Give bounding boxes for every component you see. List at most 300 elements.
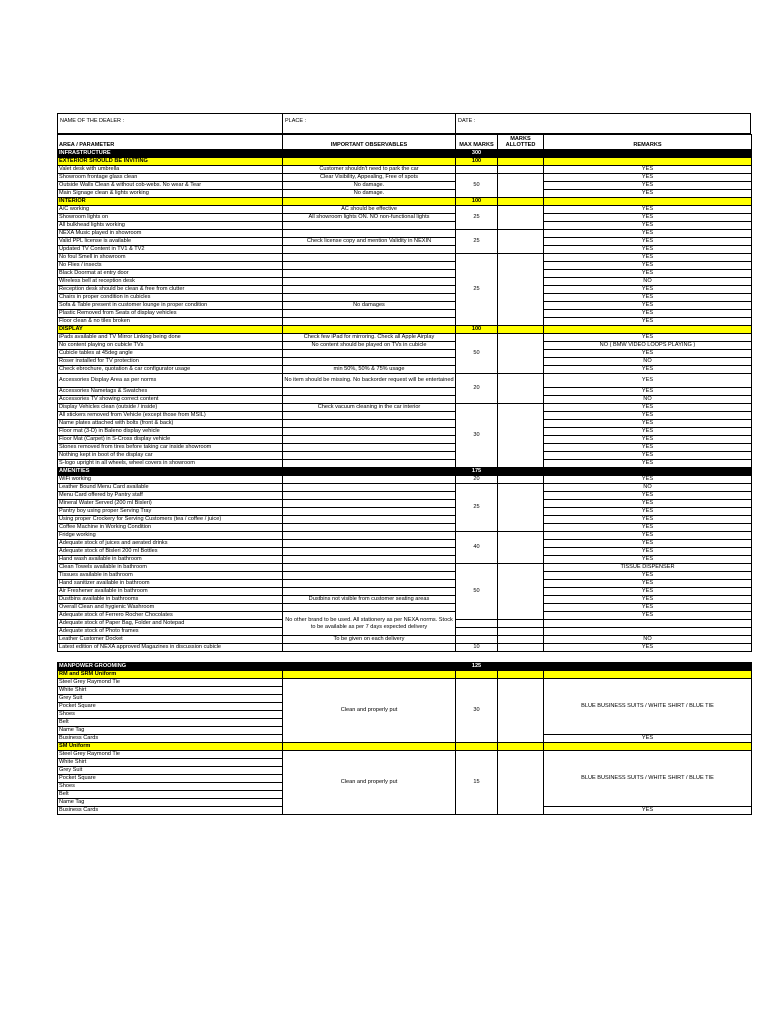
remarks-cell: YES: [544, 190, 752, 198]
remarks-cell: YES: [544, 404, 752, 412]
observable-cell: [283, 476, 456, 484]
observable-cell: Dustbins not visible from customer seating areas: [283, 596, 456, 604]
remarks-cell: YES: [544, 350, 752, 358]
section-title: EXTERIOR SHOULD BE INVITING: [58, 158, 283, 166]
marks-allotted-cell[interactable]: [498, 620, 544, 628]
dealer-name-field[interactable]: NAME OF THE DEALER :: [58, 114, 283, 133]
max-marks-cell: 30: [456, 679, 498, 743]
marks-allotted-cell[interactable]: [498, 751, 544, 815]
observable-cell: [283, 286, 456, 294]
max-marks-cell: 30: [456, 404, 498, 468]
remarks-cell: YES: [544, 604, 752, 612]
remarks-cell: YES: [544, 500, 752, 508]
max-marks-cell: [456, 628, 498, 636]
parameter-cell: Wireless bell at reception desk: [58, 278, 283, 286]
max-marks-cell: 50: [456, 334, 498, 374]
observable-cell: [283, 310, 456, 318]
observable-cell: [283, 500, 456, 508]
observable-cell: [283, 492, 456, 500]
parameter-cell: Hand sanitizer available in bathroom: [58, 580, 283, 588]
remarks-cell: YES: [544, 182, 752, 190]
remarks-cell: YES: [544, 294, 752, 302]
marks-allotted-cell[interactable]: [498, 484, 544, 532]
parameter-cell: Black Doormat at entry door: [58, 270, 283, 278]
table-row: [58, 350, 752, 358]
observable-cell: [283, 540, 456, 548]
section-marks-allotted[interactable]: [498, 663, 544, 671]
marks-allotted-cell[interactable]: [498, 374, 544, 404]
table-row: [58, 374, 752, 388]
section-marks-allotted[interactable]: [498, 150, 544, 158]
parameter-cell: Business Cards: [58, 735, 283, 743]
remarks-cell: YES: [544, 548, 752, 556]
observable-cell: AC should be effective: [283, 206, 456, 214]
parameter-cell: Tissues available in bathroom: [58, 572, 283, 580]
marks-allotted-cell[interactable]: [498, 679, 544, 743]
table-row: [58, 222, 752, 230]
max-marks-cell: 25: [456, 254, 498, 326]
remarks-cell: YES: [544, 612, 752, 620]
max-marks-cell: 25: [456, 484, 498, 532]
remarks-cell: YES: [544, 540, 752, 548]
parameter-cell: iPads available and TV Mirror Linking being done: [58, 334, 283, 342]
table-row: [58, 500, 752, 508]
section-title: RM and SRM Uniform: [58, 671, 283, 679]
parameter-cell: Check ebrochure, quotation & car configurator usage: [58, 366, 283, 374]
table-row: [58, 294, 752, 302]
parameter-cell: A/C working: [58, 206, 283, 214]
table-row: [58, 516, 752, 524]
section-remarks: [544, 150, 752, 158]
parameter-cell: Accessories Display Area as per norms: [58, 374, 283, 388]
parameter-cell: Hand wash available in bathroom: [58, 556, 283, 564]
col-area: AREA / PARAMETER: [58, 135, 283, 150]
observable-cell: Clean and properly put: [283, 679, 456, 743]
section-remarks: [544, 743, 752, 751]
table-row: [58, 436, 752, 444]
table-row: [58, 492, 752, 500]
marks-allotted-cell[interactable]: [498, 254, 544, 326]
parameter-cell: Mineral Water Served (200 ml Bisleri): [58, 500, 283, 508]
max-marks-cell: 15: [456, 751, 498, 815]
parameter-cell: Floor clean & no tiles broken: [58, 318, 283, 326]
observable-cell: Customer shouldn't need to park the car: [283, 166, 456, 174]
table-row: [58, 166, 752, 174]
remarks-cell: NO: [544, 396, 752, 404]
parameter-cell: No Flies / insects: [58, 262, 283, 270]
remarks-cell: YES: [544, 412, 752, 420]
parameter-cell: Belt: [58, 791, 283, 799]
section-header-row: [58, 150, 752, 158]
remarks-cell: YES: [544, 374, 752, 388]
parameter-cell: Plastic Removed from Seats of display vehicles: [58, 310, 283, 318]
section-remarks: [544, 468, 752, 476]
observable-cell: [283, 412, 456, 420]
section-observables: [283, 468, 456, 476]
remarks-cell: YES: [544, 270, 752, 278]
observable-cell: [283, 278, 456, 286]
table-row: [58, 428, 752, 436]
section-remarks: [544, 671, 752, 679]
table-row: [58, 644, 752, 652]
marks-allotted-cell[interactable]: [498, 334, 544, 374]
observable-cell: [283, 580, 456, 588]
observable-cell: [283, 230, 456, 238]
remarks-cell: YES: [544, 254, 752, 262]
observable-cell: [283, 644, 456, 652]
subsection-header-row: [58, 743, 752, 751]
remarks-cell: YES: [544, 318, 752, 326]
table-row: [58, 334, 752, 342]
parameter-cell: Accessories Nametags & Swatches: [58, 388, 283, 396]
section-max-marks: 175: [456, 468, 498, 476]
remarks-cell: YES: [544, 166, 752, 174]
marks-allotted-cell[interactable]: [498, 174, 544, 198]
table-row: [58, 508, 752, 516]
parameter-cell: Steel Grey Raymond Tie: [58, 751, 283, 759]
col-observables: IMPORTANT OBSERVABLES: [283, 135, 456, 150]
subsection-header-row: [58, 326, 752, 334]
marks-allotted-cell[interactable]: [498, 404, 544, 468]
observable-cell: [283, 444, 456, 452]
max-marks-cell: [456, 636, 498, 644]
max-marks-cell: 20: [456, 476, 498, 484]
remarks-cell: YES: [544, 230, 752, 238]
parameter-cell: Adequate stock of Ferrero Rocher Chocolates: [58, 612, 283, 620]
section-observables: [283, 158, 456, 166]
col-remarks: REMARKS: [544, 135, 752, 150]
remarks-cell: YES: [544, 644, 752, 652]
table-row: [58, 404, 752, 412]
parameter-cell: Business Cards: [58, 807, 283, 815]
remarks-cell: YES: [544, 596, 752, 604]
section-max-marks: 300: [456, 150, 498, 158]
observable-cell: [283, 420, 456, 428]
parameter-cell: Valid PPL license is available: [58, 238, 283, 246]
observable-cell: [283, 350, 456, 358]
parameter-cell: Adequate stock of Paper Bag, Folder and Notepad: [58, 620, 283, 628]
remarks-cell: TISSUE DISPENSER: [544, 564, 752, 572]
table-row: [58, 246, 752, 254]
observable-cell: [283, 452, 456, 460]
table-row: [58, 270, 752, 278]
parameter-cell: Pocket Square: [58, 703, 283, 711]
section-observables: [283, 663, 456, 671]
max-marks-cell: 10: [456, 644, 498, 652]
parameter-cell: Shoes: [58, 783, 283, 791]
parameter-cell: No foul Smell in showroom: [58, 254, 283, 262]
remarks-cell: YES: [544, 572, 752, 580]
remarks-cell: NO ( BMW VIDEO LOOPS PLAYING ): [544, 342, 752, 350]
observable-cell: [283, 436, 456, 444]
parameter-cell: Sofa & Table present in customer lounge in proper condition: [58, 302, 283, 310]
observable-cell: Check vacuum cleaning in the car interior: [283, 404, 456, 412]
section-remarks: [544, 158, 752, 166]
parameter-cell: Chairs in proper condition in cubicles: [58, 294, 283, 302]
max-marks-cell: 25: [456, 206, 498, 230]
observable-cell: [283, 318, 456, 326]
header-row: [57, 113, 751, 134]
observable-cell: [283, 222, 456, 230]
section-marks-allotted[interactable]: [498, 468, 544, 476]
table-row: [58, 412, 752, 420]
observable-cell: [283, 588, 456, 596]
table-row: [58, 580, 752, 588]
parameter-cell: Grey Suit: [58, 695, 283, 703]
remarks-cell: YES: [544, 214, 752, 222]
observable-cell: No content should be played on TVs in cubicle: [283, 342, 456, 350]
parameter-cell: Reception desk should be clean & free from clutter: [58, 286, 283, 294]
section-header-row: [58, 468, 752, 476]
remarks-cell: YES: [544, 436, 752, 444]
section-observables: [283, 198, 456, 206]
section-marks-allotted[interactable]: [498, 326, 544, 334]
parameter-cell: Floor Mat (Carpet) in S-Cross display vehicle: [58, 436, 283, 444]
table-row: [58, 572, 752, 580]
remarks-cell: YES: [544, 366, 752, 374]
remarks-cell: NO: [544, 358, 752, 366]
parameter-cell: No content playing on cubicle TVs: [58, 342, 283, 350]
parameter-cell: Valet desk with umbrella: [58, 166, 283, 174]
date-field[interactable]: DATE :: [458, 118, 476, 124]
parameter-cell: Main Signage clean & lights working: [58, 190, 283, 198]
parameter-cell: Showroom lights on: [58, 214, 283, 222]
remarks-cell: YES: [544, 262, 752, 270]
parameter-cell: S-logo upright in all wheels, wheel covers in showroom: [58, 460, 283, 468]
parameter-cell: Adequate stock of juices and aerated drinks: [58, 540, 283, 548]
col-marks-allotted: MARKS ALLOTTED: [498, 135, 544, 150]
subsection-header-row: [58, 198, 752, 206]
parameter-cell: Steel Grey Raymond Tie: [58, 679, 283, 687]
table-row: [58, 182, 752, 190]
observable-cell: [283, 254, 456, 262]
table-row: [58, 286, 752, 294]
remarks-cell: YES: [544, 222, 752, 230]
column-header-row: [58, 135, 752, 150]
audit-table: [57, 134, 752, 815]
remarks-cell: YES: [544, 420, 752, 428]
table-row: [58, 206, 752, 214]
observable-cell: No damage.: [283, 190, 456, 198]
marks-allotted-cell[interactable]: [498, 564, 544, 620]
remarks-cell: YES: [544, 286, 752, 294]
table-row: [58, 302, 752, 310]
section-title: INFRASTRUCTURE: [58, 150, 283, 158]
table-row: [58, 254, 752, 262]
max-marks-cell: [456, 620, 498, 628]
parameter-cell: All stickers removed from Vehicle (except those from MSIL): [58, 412, 283, 420]
section-observables: [283, 150, 456, 158]
remarks-cell: YES: [544, 388, 752, 396]
observable-cell: [283, 564, 456, 572]
table-row: [58, 532, 752, 540]
parameter-cell: Showroom frontage glass clean: [58, 174, 283, 182]
parameter-cell: Nothing kept in boot of the display car: [58, 452, 283, 460]
observable-cell: [283, 460, 456, 468]
section-marks-allotted[interactable]: [498, 671, 544, 679]
parameter-cell: Display Vehicles clean (outside / inside): [58, 404, 283, 412]
observable-cell: [283, 262, 456, 270]
table-row: [58, 484, 752, 492]
observable-cell: Clean and properly put: [283, 751, 456, 815]
section-marks-allotted[interactable]: [498, 158, 544, 166]
parameter-cell: Overall Clean and hygienic Washroom: [58, 604, 283, 612]
parameter-cell: Belt: [58, 719, 283, 727]
observable-cell: min 50%, 50% & 75% usage: [283, 366, 456, 374]
parameter-cell: Pantry boy using proper Serving Tray: [58, 508, 283, 516]
table-row: [58, 444, 752, 452]
parameter-cell: Menu Card offered by Pantry staff: [58, 492, 283, 500]
observable-cell: [283, 572, 456, 580]
audit-sheet: [57, 113, 751, 815]
observable-cell: [283, 396, 456, 404]
observable-cell: Clear Visibility, Appealing, Free of spots: [283, 174, 456, 182]
parameter-cell: Leather Bound Menu Card available: [58, 484, 283, 492]
table-row: [58, 262, 752, 270]
section-remarks: [544, 326, 752, 334]
observable-cell: [283, 516, 456, 524]
observable-cell: [283, 428, 456, 436]
observable-cell: All showroom lights ON. NO non-functional lights: [283, 214, 456, 222]
observable-cell: [283, 548, 456, 556]
parameter-cell: Adequate stock of Bisleri 200 ml Bottles: [58, 548, 283, 556]
remarks-cell: YES: [544, 807, 752, 815]
table-row: [58, 238, 752, 246]
remarks-cell: YES: [544, 556, 752, 564]
observable-cell: [283, 246, 456, 254]
section-remarks: [544, 663, 752, 671]
parameter-cell: Pocket Square: [58, 775, 283, 783]
marks-allotted-cell[interactable]: [498, 476, 544, 484]
parameter-cell: Adequate stock of Photo frames: [58, 628, 283, 636]
section-observables: [283, 743, 456, 751]
remarks-cell: YES: [544, 588, 752, 596]
parameter-cell: Fridge working: [58, 532, 283, 540]
section-remarks: [544, 198, 752, 206]
remarks-cell: YES: [544, 206, 752, 214]
observable-cell: [283, 604, 456, 612]
table-row: [58, 230, 752, 238]
observable-cell: Check few iPad for mirroring. Check all Apple Airplay: [283, 334, 456, 342]
table-row: [58, 540, 752, 548]
parameter-cell: Air Freshener available in bathroom: [58, 588, 283, 596]
remarks-cell: [544, 620, 752, 628]
remarks-cell: YES: [544, 476, 752, 484]
remarks-cell: YES: [544, 460, 752, 468]
table-row: [58, 366, 752, 374]
remarks-cell: YES: [544, 246, 752, 254]
table-row: [58, 318, 752, 326]
remarks-cell: YES: [544, 516, 752, 524]
parameter-cell: All bulkhead lights working: [58, 222, 283, 230]
marks-allotted-cell[interactable]: [498, 644, 544, 652]
table-row: [58, 420, 752, 428]
parameter-cell: Latest edition of NEXA approved Magazines in discussion cubicle: [58, 644, 283, 652]
table-row: [58, 452, 752, 460]
observable-cell: No other brand to be used. All stationery as per NEXA norms. Stock to be available as per 7 days expected delivery: [283, 612, 456, 636]
table-row: [58, 564, 752, 572]
marks-allotted-cell[interactable]: [498, 230, 544, 254]
marks-allotted-cell[interactable]: [498, 532, 544, 564]
observable-cell: No damage.: [283, 182, 456, 190]
observable-cell: No item should be missing. No backorder request will be entertained: [283, 374, 456, 388]
table-row: [58, 636, 752, 644]
marks-allotted-cell[interactable]: [498, 206, 544, 230]
table-row: [58, 524, 752, 532]
table-row: [58, 214, 752, 222]
table-row: [58, 596, 752, 604]
remarks-cell: YES: [544, 452, 752, 460]
parameter-cell: Leather Customer Docket: [58, 636, 283, 644]
remarks-cell: NO: [544, 484, 752, 492]
observable-cell: Check license copy and mention Validity in NEXIN: [283, 238, 456, 246]
section-observables: [283, 326, 456, 334]
section-marks-allotted[interactable]: [498, 198, 544, 206]
table-row: [58, 604, 752, 612]
parameter-cell: WiFi working: [58, 476, 283, 484]
marks-allotted-cell[interactable]: [498, 628, 544, 636]
parameter-cell: Using proper Crockery for Serving Customers (tea / coffee / juice): [58, 516, 283, 524]
section-title: SM Uniform: [58, 743, 283, 751]
remarks-cell: YES: [544, 310, 752, 318]
remarks-cell: BLUE BUSINESS SUITS / WHITE SHIRT / BLUE TIE: [544, 751, 752, 807]
spacer-row: [58, 652, 752, 663]
max-marks-cell: 50: [456, 564, 498, 620]
parameter-cell: White Shirt: [58, 759, 283, 767]
section-max-marks: 125: [456, 663, 498, 671]
max-marks-cell: 40: [456, 532, 498, 564]
section-title: AMENITIES: [58, 468, 283, 476]
remarks-cell: YES: [544, 524, 752, 532]
section-max-marks: [456, 671, 498, 679]
remarks-cell: YES: [544, 492, 752, 500]
marks-allotted-cell[interactable]: [498, 166, 544, 174]
parameter-cell: Grey Suit: [58, 767, 283, 775]
remarks-cell: [544, 628, 752, 636]
table-row: [58, 174, 752, 182]
table-row: [58, 190, 752, 198]
observable-cell: [283, 388, 456, 396]
parameter-cell: Name Tag: [58, 799, 283, 807]
section-max-marks: [456, 743, 498, 751]
parameter-cell: Updated TV Content in TV1 & TV2: [58, 246, 283, 254]
max-marks-cell: 20: [456, 374, 498, 404]
remarks-cell: YES: [544, 428, 752, 436]
table-row: [58, 358, 752, 366]
remarks-cell: BLUE BUSINESS SUITS / WHITE SHIRT / BLUE TIE: [544, 679, 752, 735]
table-row: [58, 310, 752, 318]
remarks-cell: YES: [544, 735, 752, 743]
place-field[interactable]: PLACE :: [283, 114, 456, 133]
section-max-marks: 100: [456, 326, 498, 334]
table-row: [58, 679, 752, 687]
parameter-cell: NEXA Music played in showroom: [58, 230, 283, 238]
parameter-cell: Accessories TV showing correct content: [58, 396, 283, 404]
remarks-cell: YES: [544, 174, 752, 182]
observable-cell: [283, 508, 456, 516]
section-marks-allotted[interactable]: [498, 743, 544, 751]
subsection-header-row: [58, 671, 752, 679]
marks-allotted-cell[interactable]: [498, 636, 544, 644]
table-row: [58, 612, 752, 620]
parameter-cell: Name Tag: [58, 727, 283, 735]
observable-cell: [283, 358, 456, 366]
parameter-cell: Floor mat (3-D) in Baleno display vehicle: [58, 428, 283, 436]
parameter-cell: Cubicle tables at 45deg angle: [58, 350, 283, 358]
section-max-marks: 100: [456, 198, 498, 206]
parameter-cell: Stones removed from tires before taking car inside showroom: [58, 444, 283, 452]
section-header-row: [58, 663, 752, 671]
